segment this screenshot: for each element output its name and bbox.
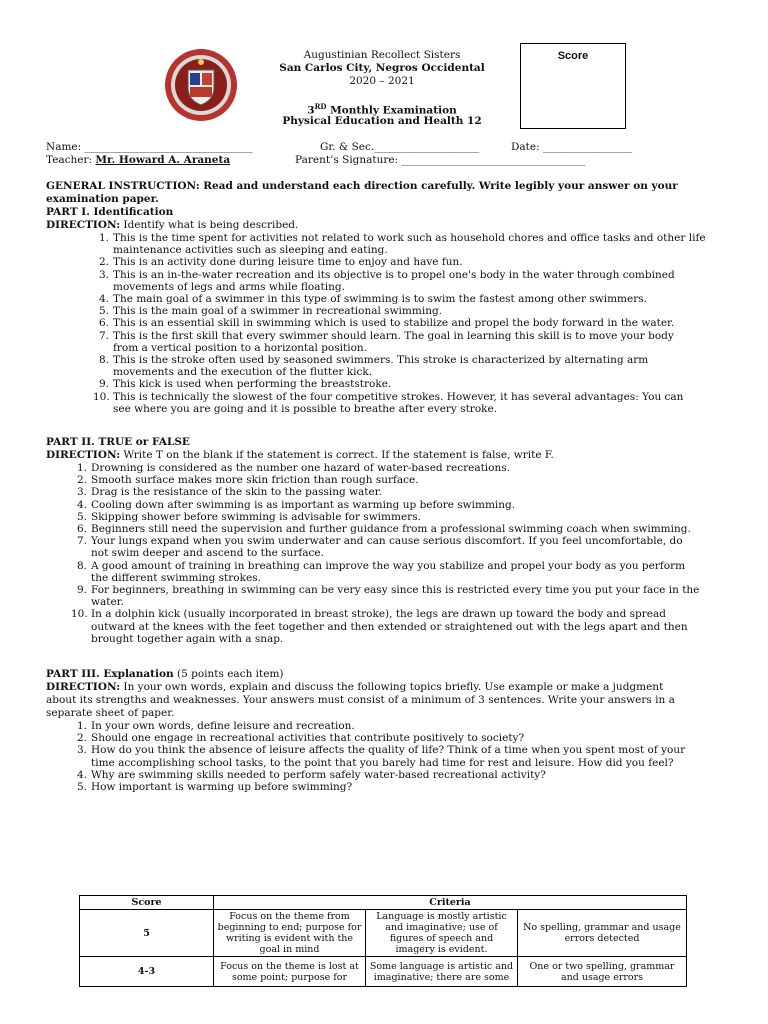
question-item: [76, 744, 731, 769]
question-number: 2.: [98, 256, 109, 269]
rubric-criterion-theme: Focus on the theme from beginning to end; purpose for writing is evident with the goal in mind: [214, 910, 366, 957]
question-text: see where you are going and it is possible to breathe after every stroke.: [113, 402, 498, 415]
question-number: 10.: [93, 390, 110, 403]
question-text: Your lungs expand when you swim underwater and can cause serious discomfort. If you feel uncomfortable, do: [91, 535, 683, 548]
question-item: [76, 498, 731, 511]
question-text: Smooth surface makes more skin friction than rough surface.: [91, 474, 419, 487]
rubric-criterion-language: Language is mostly artistic and imaginative; use of figures of speech and imagery is evident.: [366, 910, 518, 957]
question-item: [98, 354, 733, 379]
question-text: movements and the execution of the flutter kick.: [113, 366, 373, 379]
question-number: 7.: [76, 535, 87, 548]
question-number: 3.: [98, 268, 109, 281]
question-text: not swim deeper and ascend to the surface.: [91, 547, 324, 560]
teacher-name: Mr. Howard A. Araneta: [95, 154, 231, 166]
rubric-row: [80, 910, 687, 957]
question-text: This is an essential skill in swimming which is used to stabilize and propel the body forward in the water.: [113, 317, 675, 330]
question-text: water.: [91, 596, 124, 609]
general-instruction: GENERAL INSTRUCTION: Read and understand each direction carefully. Write legibly your answer on your: [46, 180, 678, 192]
question-text: Skipping shower before swimming is advisable for swimmers.: [91, 510, 421, 523]
question-text: outward at the knees with the feet together and then extended or straightened out with the legs apart and then: [91, 620, 688, 633]
part1-title: PART I. Identification: [46, 206, 174, 218]
parent-signature-field[interactable]: Parent’s Signature: ___________________________________: [295, 154, 586, 166]
question-text: This is the main goal of a swimmer in recreational swimming.: [113, 305, 443, 318]
question-number: 8.: [76, 559, 87, 572]
exam-title-text: Monthly Examination: [326, 104, 457, 117]
question-text: The main goal of a swimmer in this type of swimming is to swim the fastest among other swimmers.: [113, 293, 647, 306]
question-item: [76, 535, 731, 560]
teacher-label: Teacher:: [46, 154, 93, 166]
question-item: [98, 305, 733, 318]
part2-title: PART II. TRUE or FALSE: [46, 436, 190, 448]
school-seal-logo: [164, 48, 238, 122]
part2-list: [71, 462, 731, 645]
part2-direction: [46, 449, 554, 462]
exam-number: 3: [307, 104, 315, 117]
exam-ordinal: RD: [314, 102, 327, 111]
question-number: 4.: [76, 768, 87, 781]
question-text: This is technically the slowest of the four competitive strokes. However, it has several advantages: You can: [113, 390, 684, 403]
rubric-header-row: [80, 896, 687, 910]
question-number: 8.: [98, 354, 109, 367]
score-box[interactable]: [520, 43, 626, 129]
rubric-criterion-theme: Focus on the theme is lost at some point; purpose for: [214, 957, 366, 987]
question-number: 5.: [76, 510, 87, 523]
grade-section-field[interactable]: Gr. & Sec.____________________: [320, 141, 480, 153]
rubric-score: 5: [80, 910, 214, 957]
question-text: from a vertical position to a horizontal position.: [113, 341, 368, 354]
question-text: How important is warming up before swimming?: [91, 781, 353, 794]
part3-title: [46, 668, 284, 681]
general-instruction-cont: examination paper.: [46, 193, 159, 205]
part1-direction-label: DIRECTION:: [46, 219, 121, 231]
question-text: In your own words, define leisure and recreation.: [91, 720, 355, 732]
question-item: [76, 523, 731, 536]
part3-direction-text: In your own words, explain and discuss the following topics briefly. Use example or make a judgment: [120, 681, 664, 693]
question-number: 5.: [76, 781, 87, 794]
question-number: 4.: [76, 498, 87, 511]
question-text: In a dolphin kick (usually incorporated in breast stroke), the legs are drawn up toward the body and spread: [91, 608, 666, 621]
question-text: Beginners still need the supervision and further guidance from a professional swimming coach when swimming.: [91, 523, 691, 536]
question-number: 3.: [76, 486, 87, 499]
name-field[interactable]: Name: ________________________________: [46, 141, 253, 153]
question-number: 9.: [76, 584, 87, 597]
question-text: How do you think the absence of leisure affects the quality of life? Think of a time when you spent most of your: [91, 744, 686, 757]
org-name: Augustinian Recollect Sisters: [303, 49, 461, 61]
question-text: This is the first skill that every swimmer should learn. The goal in learning this skill is to move your body: [113, 329, 674, 342]
question-item: [76, 462, 731, 474]
question-text: This kick is used when performing the breaststroke.: [113, 378, 392, 391]
question-item: [98, 256, 733, 269]
question-item: [76, 486, 731, 499]
question-text: A good amount of training in breathing can improve the way you stabilize and propel your body as you perform: [91, 559, 686, 572]
question-item: [93, 390, 733, 415]
question-item: [98, 293, 733, 306]
part3-list: [76, 720, 731, 794]
question-item: [76, 732, 731, 745]
part2-direction-text: Write T on the blank if the statement is correct. If the statement is false, write F.: [120, 449, 554, 461]
part3-title-note: (5 points each item): [173, 668, 284, 680]
teacher-field: [46, 154, 230, 167]
question-number: 9.: [98, 378, 109, 391]
school-year: 2020 – 2021: [349, 75, 415, 87]
question-item: [76, 781, 731, 794]
school-location: San Carlos City, Negros Occidental: [279, 62, 485, 74]
question-item: [76, 584, 731, 609]
question-number: 6.: [76, 523, 87, 536]
date-field[interactable]: Date: _________________: [511, 141, 633, 153]
question-item: [76, 474, 731, 487]
question-text: brought together again with a snap.: [91, 632, 284, 645]
rubric-header-score: Score: [80, 896, 214, 910]
question-number: 1.: [76, 720, 87, 732]
rubric-row: [80, 957, 687, 987]
part2-direction-label: DIRECTION:: [46, 449, 121, 461]
question-text: the different swimming strokes.: [91, 571, 261, 584]
question-item: [76, 720, 731, 732]
rubric-criterion-language: Some language is artistic and imaginative; there are some: [366, 957, 518, 987]
rubric-criterion-mechanics: One or two spelling, grammar and usage errors: [518, 957, 687, 987]
part3-title-text: PART III. Explanation: [46, 668, 174, 680]
question-text: For beginners, breathing in swimming can be very easy since this is restricted every time you put your face in the: [91, 584, 700, 597]
score-box-label: Score: [557, 50, 589, 62]
question-text: This is an in-the-water recreation and its objective is to propel one's body in the water through combined: [113, 268, 675, 281]
question-text: This is the stroke often used by seasoned swimmers. This stroke is characterized by alternating arm: [113, 354, 649, 367]
rubric-table: [79, 895, 687, 987]
question-text: time accomplishing school tasks, to the point that you barely had time for rest and leisure. How did you feel?: [91, 756, 674, 769]
question-number: 4.: [98, 293, 109, 306]
question-item: [98, 329, 733, 354]
subject-title: Physical Education and Health 12: [282, 115, 482, 127]
question-item: [98, 232, 733, 257]
question-text: maintenance activities such as sleeping and eating.: [113, 244, 388, 257]
question-item: [98, 268, 733, 293]
question-text: Cooling down after swimming is as important as warming up before swimming.: [91, 498, 516, 511]
question-text: This is the time spent for activities not related to work such as household chores and office tasks and other life: [113, 232, 706, 244]
rubric-criterion-mechanics: No spelling, grammar and usage errors detected: [518, 910, 687, 957]
part1-direction-text: Identify what is being described.: [120, 219, 299, 231]
question-item: [71, 608, 731, 645]
question-text: Drag is the resistance of the skin to the passing water.: [91, 486, 382, 499]
part3-direction-line1: [46, 681, 663, 694]
part3-direction-line2: about its strengths and weaknesses. Your answers must consist of a minimum of 3 sentences. Write your answers in a: [46, 694, 675, 706]
part1-list: [93, 232, 733, 415]
question-item: [98, 317, 733, 330]
question-number: 2.: [76, 474, 87, 487]
question-item: [76, 559, 731, 584]
question-number: 1.: [76, 462, 87, 474]
question-number: 2.: [76, 732, 87, 745]
question-item: [98, 378, 733, 391]
rubric-score: 4-3: [80, 957, 214, 987]
question-number: 6.: [98, 317, 109, 330]
question-number: 10.: [71, 608, 88, 621]
question-text: Should one engage in recreational activities that contribute positively to society?: [91, 732, 525, 745]
question-number: 5.: [98, 305, 109, 318]
question-text: Drowning is considered as the number one hazard of water-based recreations.: [91, 462, 510, 474]
part3-direction-label: DIRECTION:: [46, 681, 121, 693]
question-item: [76, 510, 731, 523]
question-text: movements of legs and arms while floating.: [113, 280, 345, 293]
part1-direction: [46, 219, 298, 232]
question-text: This is an activity done during leisure time to enjoy and have fun.: [113, 256, 463, 269]
question-number: 1.: [98, 232, 109, 244]
question-item: [76, 768, 731, 781]
rubric-header-criteria: Criteria: [214, 896, 687, 910]
part3-direction-line3: separate sheet of paper.: [46, 707, 175, 719]
question-number: 3.: [76, 744, 87, 757]
question-number: 7.: [98, 329, 109, 342]
question-text: Why are swimming skills needed to perform safely water-based recreational activity?: [91, 768, 546, 781]
